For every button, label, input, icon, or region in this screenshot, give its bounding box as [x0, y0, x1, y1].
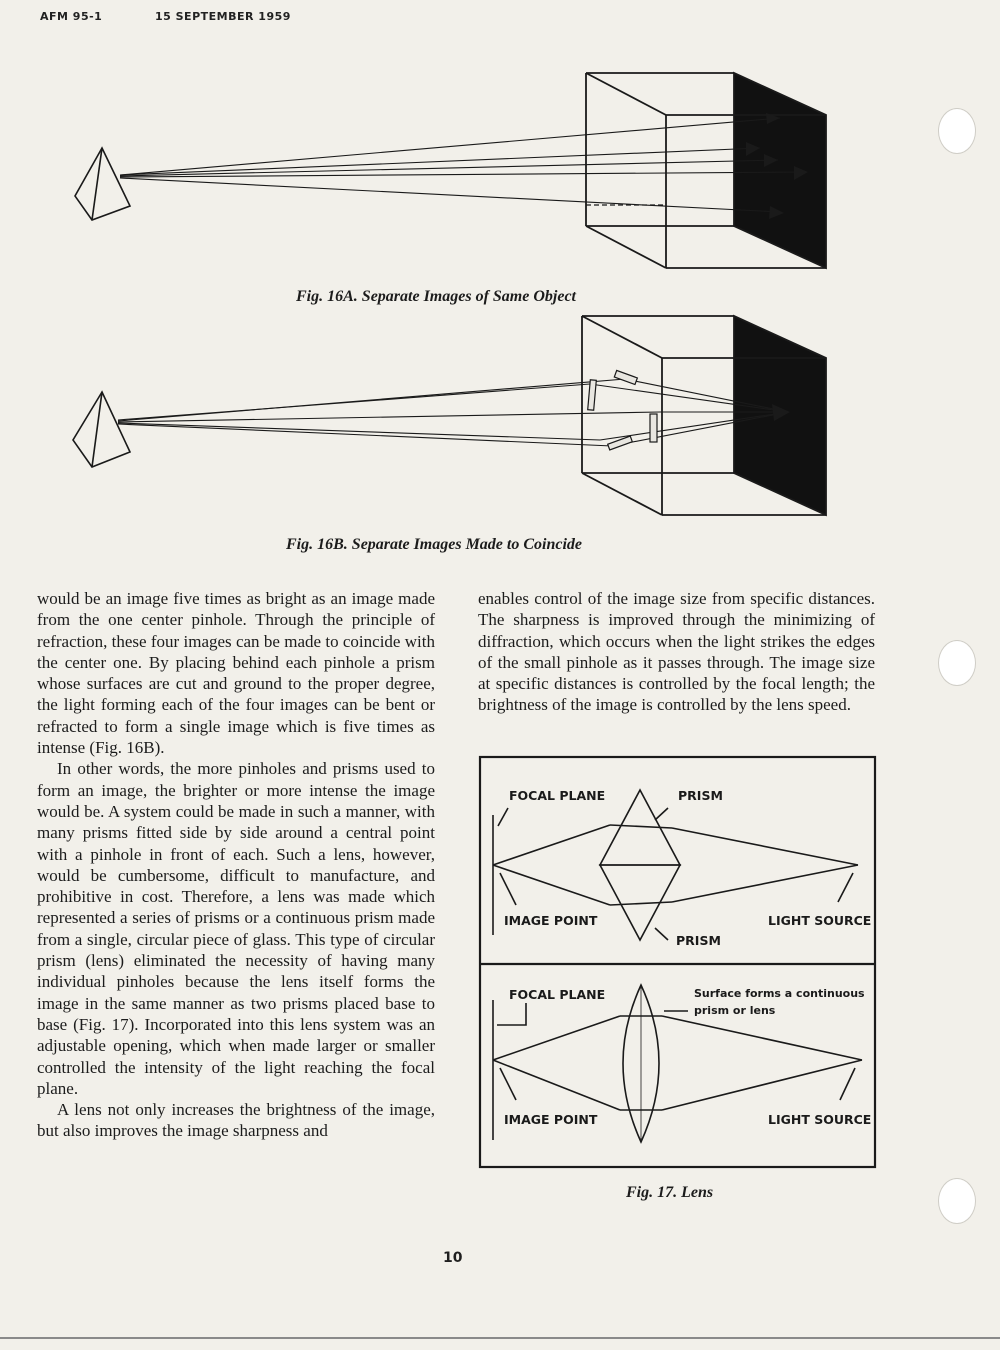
light-rays: [118, 379, 788, 446]
document-id: AFM 95-1: [40, 10, 103, 23]
paragraph: A lens not only increases the brightness of the image, but also improves the image sharpness and: [37, 1100, 435, 1141]
focal-plane-label-lens: FOCAL PLANE: [509, 987, 606, 1002]
prism-label: PRISM: [678, 788, 723, 803]
prisms: [588, 370, 657, 450]
document-date: 15 SEPTEMBER 1959: [155, 10, 291, 23]
surface-note-line1: Surface forms a continuous: [694, 987, 865, 1000]
pyramid-object-icon: [73, 392, 130, 467]
prism-label-bottom: PRISM: [676, 933, 721, 948]
light-rays: [120, 118, 805, 212]
paragraph: In other words, the more pinholes and prisms used to form an image, the brighter or more intense the image would be. A system could be made in such a manner, with many prisms fitted side by side around a central point with a pinhole in front of each. Such a lens, however, would be cumbersome, difficult to manufacture, and prohibitive in cost. Therefore, a lens was made which represented a series of prisms or a continuous prism made from a single, circular piece of glass. This type of circular prism (lens) eliminated the necessity of having many individual pinholes because the lens itself forms the image in the same manner as two prisms placed base to base (Fig. 17). Incorporated into this lens system was an adjustable opening, which when made larger or smaller controlled the intensity of the light reaching the focal plane.: [37, 759, 435, 1098]
right-text-column: [478, 588, 875, 716]
paragraph: would be an image five times as bright as an image made from the one center pinhole. Through the principle of refraction, these four images can be made to coincide with the center one. By placing behind each pinhole a prism whose surfaces are cut and ground to the proper degree, the light forming each of the four images can be bent or refracted to form a single image which is five times as intense (Fig. 16B).: [37, 589, 435, 758]
light-source-label: LIGHT SOURCE: [768, 913, 872, 928]
figure-16b-diagram: [60, 310, 850, 535]
binder-hole-top: [938, 108, 976, 154]
figure-17-diagram: [478, 755, 878, 1170]
camera-box: [582, 316, 826, 515]
figure-16b-caption: Fig. 16B. Separate Images Made to Coincide: [286, 536, 582, 553]
figure-16a-diagram: [60, 65, 850, 280]
figure-17-caption: Fig. 17. Lens: [626, 1184, 714, 1201]
paragraph: enables control of the image size from specific distances. The sharpness is improved through the minimizing of diffraction, which occurs when the light strikes the edges of the small pinhole as it passes through. The image size at specific distances is controlled by the focal length; the brightness of the image is controlled by the lens speed.: [478, 589, 875, 715]
figure-16a-caption: Fig. 16A. Separate Images of Same Object: [296, 288, 576, 305]
image-point-label-lens: IMAGE POINT: [504, 1112, 598, 1127]
page-bottom-edge: [0, 1337, 1000, 1339]
focal-plane-label: FOCAL PLANE: [509, 788, 606, 803]
image-point-label: IMAGE POINT: [504, 913, 598, 928]
left-text-column: [37, 588, 435, 1142]
camera-box: [586, 73, 826, 268]
surface-note-line2: prism or lens: [694, 1004, 776, 1017]
page-number: 10: [443, 1250, 463, 1266]
pyramid-object-icon: [75, 148, 130, 220]
binder-hole-middle: [938, 640, 976, 686]
binder-hole-bottom: [938, 1178, 976, 1224]
light-source-label-lens: LIGHT SOURCE: [768, 1112, 872, 1127]
